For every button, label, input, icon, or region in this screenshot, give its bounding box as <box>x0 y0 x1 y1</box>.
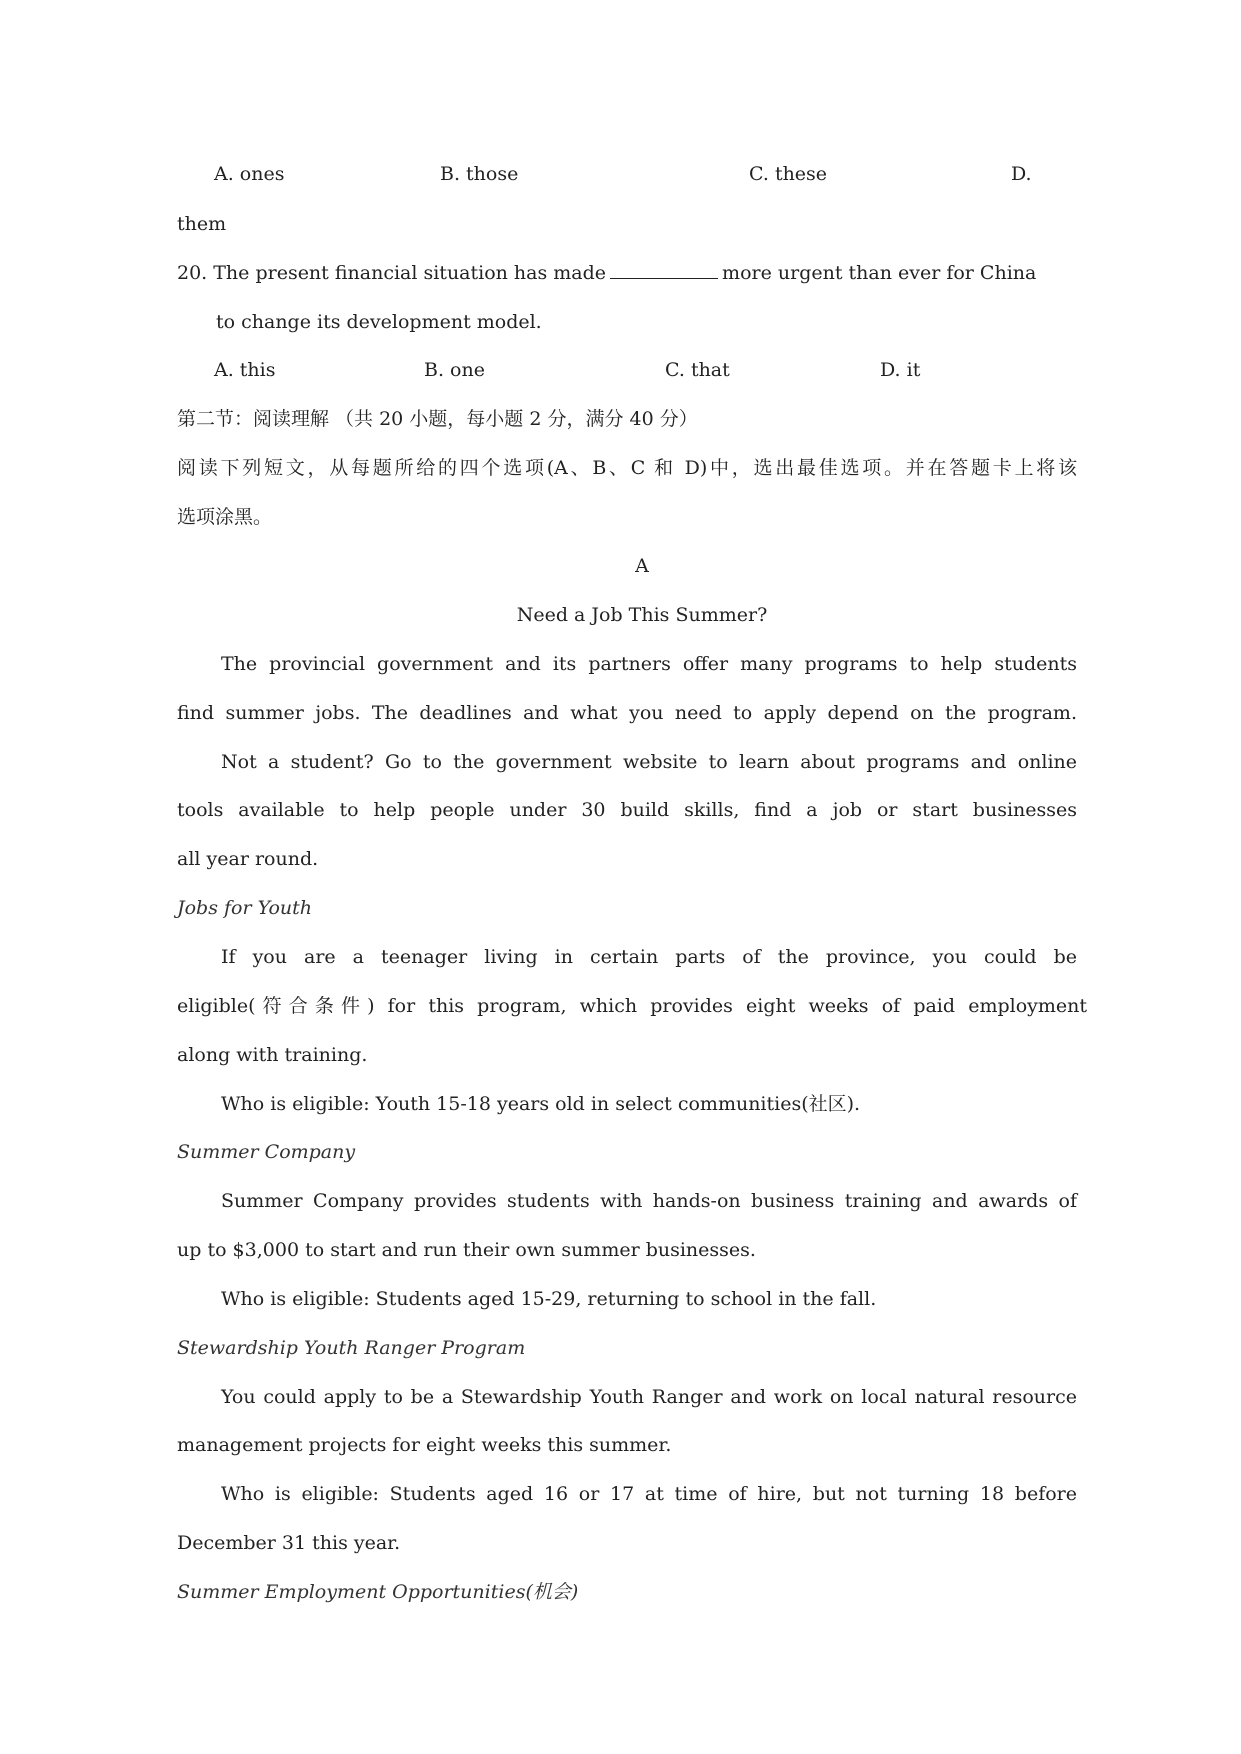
summer-company-eligibility: Who is eligible: Students aged 15-29, returning to school in the fall. <box>221 1288 877 1310</box>
intro-paragraph-2-line2: tools available to help people under 30 build skills, find a job or start businesses <box>177 799 1077 821</box>
q20-option-a: A. this <box>214 359 276 381</box>
stewardship-line1: You could apply to be a Stewardship Youth Ranger and work on local natural resource <box>221 1386 1077 1408</box>
q19-option-c: C. these <box>749 163 828 185</box>
jobs-for-youth-line3: along with training. <box>177 1044 368 1066</box>
q20-stem-line2: to change its development model. <box>216 311 542 333</box>
summer-company-line2: up to $3,000 to start and run their own summer businesses. <box>177 1239 756 1261</box>
q20-stem-before: 20. The present financial situation has made <box>177 262 607 284</box>
q19-option-d: D. <box>1011 163 1032 185</box>
section-heading-jobs-for-youth: Jobs for Youth <box>177 897 313 919</box>
intro-paragraph-2-line1: Not a student? Go to the government website to learn about programs and online <box>221 751 1077 773</box>
jobs-for-youth-line1: If you are a teenager living in certain parts of the province, you could be <box>221 946 1077 968</box>
stewardship-line2: management projects for eight weeks this summer. <box>177 1434 672 1456</box>
intro-paragraph-1-line1: The provincial government and its partners offer many programs to help students <box>221 653 1077 675</box>
q20-option-b: B. one <box>424 359 485 381</box>
stewardship-eligibility-line2: December 31 this year. <box>177 1532 401 1554</box>
q20-stem-after: more urgent than ever for China <box>722 262 1037 284</box>
q20-stem <box>177 260 1077 286</box>
stewardship-eligibility-line1: Who is eligible: Students aged 16 or 17 at time of hire, but not turning 18 before <box>221 1483 1077 1505</box>
q20-option-c: C. that <box>665 359 730 381</box>
q19-option-b: B. those <box>440 163 519 185</box>
summer-company-line1: Summer Company provides students with hands-on business training and awards of <box>221 1190 1077 1212</box>
section-heading-summer-company: Summer Company <box>177 1141 356 1163</box>
jobs-for-youth-eligibility: Who is eligible: Youth 15-18 years old in select communities(社区). <box>221 1093 861 1115</box>
section-instruction-line1: 阅读下列短文，从每题所给的四个选项(A、B、C 和 D)中，选出最佳选项。并在答题卡上将该 <box>177 457 1077 479</box>
q19-option-d-wrap: them <box>177 213 227 235</box>
q19-option-a: A. ones <box>214 163 285 185</box>
section-heading-summer-employment: Summer Employment Opportunities(机会) <box>177 1581 579 1603</box>
q20-option-d: D. it <box>880 359 921 381</box>
intro-paragraph-2-line3: all year round. <box>177 848 319 870</box>
passage-title: Need a Job This Summer? <box>516 604 768 626</box>
section-heading: 第二节：阅读理解 （共 20 小题，每小题 2 分，满分 40 分） <box>177 408 698 430</box>
intro-paragraph-1-line2: find summer jobs. The deadlines and what you need to apply depend on the program. <box>177 702 1077 724</box>
section-heading-stewardship: Stewardship Youth Ranger Program <box>177 1337 526 1359</box>
passage-letter: A <box>635 555 649 577</box>
section-instruction-line2: 选项涂黑。 <box>177 506 273 528</box>
q20-answer-blank <box>610 260 718 279</box>
jobs-for-youth-line2: eligible(符合条件) for this program, which provides eight weeks of paid employment <box>177 995 1087 1017</box>
